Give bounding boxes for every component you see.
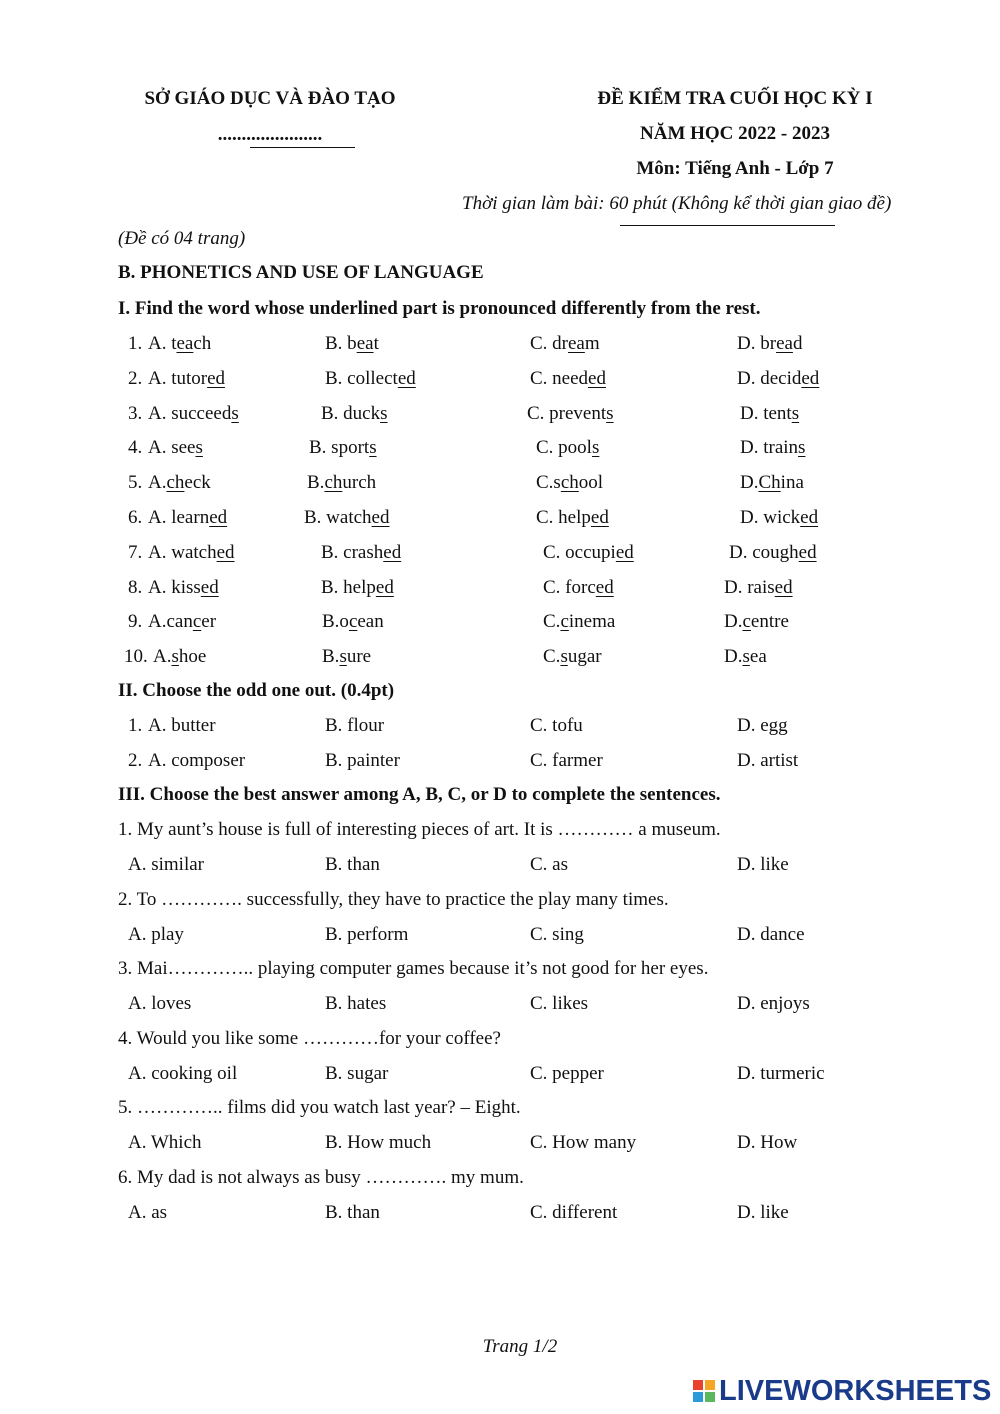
question-stem: 4. Would you like some …………for your coffee? [118,1027,501,1049]
question-number: 2. [128,750,143,771]
option-underlined-part: c [192,611,202,633]
answer-option[interactable] [536,437,599,459]
answer-option[interactable]: D. dance [737,923,805,945]
answer-option[interactable] [543,577,614,599]
answer-option[interactable] [536,472,603,494]
answer-option[interactable]: A. loves [128,993,192,1015]
answer-option[interactable] [740,507,818,529]
question-number: 6. [128,507,143,528]
option-text-prefix: C. [543,611,561,633]
answer-option[interactable]: B. than [325,854,380,875]
question-stem: 6. My dad is not always as busy …………. my mum. [118,1167,524,1188]
option-text-suffix: entre [750,611,789,633]
answer-option[interactable]: A. similar [128,854,204,875]
option-underlined-part: ed [590,507,609,528]
answer-option[interactable]: B. flour [325,715,385,736]
answer-option[interactable] [148,437,203,459]
answer-option[interactable] [321,542,401,564]
answer-option[interactable] [536,507,609,529]
option-underlined-part: ed [200,576,219,598]
option-text-prefix: A. [153,646,172,668]
option-underlined-part: ch [560,472,579,494]
option-underlined-part: s [380,402,388,424]
answer-option[interactable]: C. pepper [530,1062,604,1084]
answer-option[interactable]: C. likes [530,993,589,1015]
answer-option[interactable]: B. How much [325,1132,432,1154]
answer-option[interactable]: D. artist [737,750,799,771]
option-text-prefix: A. kiss [148,576,201,598]
option-underlined-part: ed [798,541,817,563]
logo-text: LIVEWORKSHEETS [719,1374,992,1407]
question-number: 1. [128,715,143,736]
question-stem: 5. ………….. films did you watch last year? – Eight. [118,1097,521,1119]
option-text-prefix: A. [148,472,167,494]
option-underlined-part: c [348,611,358,633]
school-department: SỞ GIÁO DỤC VÀ ĐÀO TẠO [144,88,396,109]
option-underlined-part: s [742,646,750,668]
option-text-prefix: D. wick [740,507,801,528]
option-underlined-part: ea [568,333,585,354]
option-underlined-part: ed [209,507,228,528]
option-underlined-part: ed [595,576,614,598]
answer-option[interactable]: A. Which [128,1132,202,1154]
question-number: 3. [128,402,143,424]
answer-option[interactable] [148,333,211,355]
option-text-suffix: eck [184,472,211,494]
answer-option[interactable]: B. painter [325,750,400,771]
answer-option[interactable]: B. perform [325,923,409,945]
answer-option[interactable]: D. egg [737,715,788,736]
answer-option[interactable] [322,611,384,633]
option-text-prefix: A. tutor [148,367,208,389]
option-text-prefix: C. help [536,507,591,528]
answer-option[interactable]: C. as [530,854,568,875]
question-number: 10. [124,646,148,668]
option-underlined-part: ea [356,333,374,354]
page-number: Trang 1/2 [482,1336,558,1357]
option-text-suffix: urch [342,472,377,494]
option-text-prefix: C. dr [530,333,568,354]
answer-option[interactable] [724,611,789,633]
time-underline [620,225,835,226]
option-text-prefix: B. crash [321,541,384,563]
part1-title: I. Find the word whose underlined part is pronounced differently from the rest. [118,298,761,319]
answer-option[interactable] [325,333,379,355]
option-text-prefix: B. help [321,576,376,598]
option-text-suffix: ina [780,472,804,494]
question-number: 4. [128,437,143,459]
option-underlined-part: s [791,402,800,424]
answer-option[interactable] [148,611,216,633]
option-underlined-part: ed [207,367,226,389]
answer-option[interactable] [729,542,817,564]
answer-option[interactable] [527,403,614,425]
option-text-prefix: B. watch [304,507,372,528]
answer-option[interactable] [325,368,416,390]
option-underlined-part: s [591,437,600,459]
answer-option[interactable]: A. cooking oil [128,1062,238,1084]
answer-option[interactable]: D. turmeric [737,1062,825,1084]
option-text-prefix: B. collect [325,367,398,389]
option-underlined-part: ed [216,541,235,563]
answer-option[interactable]: C. sing [530,923,584,945]
answer-option[interactable] [148,577,219,599]
answer-option[interactable] [321,403,388,425]
option-underlined-part: ch [324,472,343,494]
school-year: NĂM HỌC 2022 - 2023 [640,123,830,144]
option-text-prefix: D. [740,472,759,494]
answer-option[interactable]: B. hates [325,993,387,1015]
option-text-prefix: C. need [530,367,589,389]
option-text-prefix: C. forc [543,576,596,598]
option-text-prefix: D. [724,646,743,668]
option-text-prefix: D. tent [740,402,792,424]
answer-option[interactable] [148,368,225,390]
option-underlined-part: ed [371,507,390,528]
answer-option[interactable] [148,542,235,564]
answer-option[interactable] [740,437,805,459]
option-text-suffix: ugar [567,646,602,668]
option-text-prefix: C. prevent [527,402,607,424]
option-underlined-part: ed [615,541,634,563]
section-title: B. PHONETICS AND USE OF LANGUAGE [118,262,484,283]
option-text-prefix: D. br [737,333,777,354]
question-number: 8. [128,576,143,598]
answer-option[interactable] [543,542,634,564]
option-underlined-part: Ch [758,472,781,494]
answer-option[interactable] [153,646,206,668]
answer-option[interactable]: A. composer [148,750,246,771]
option-text-prefix: B. b [325,333,357,354]
answer-option[interactable] [530,368,606,390]
question-number: 2. [128,367,143,389]
option-underlined-part: ed [801,367,820,389]
option-text-prefix: B. duck [321,402,381,424]
answer-option[interactable] [543,646,602,668]
option-text-prefix: B.o [322,611,349,633]
answer-option[interactable] [724,577,793,599]
option-text-prefix: D. decid [737,367,802,389]
answer-option[interactable]: C. different [530,1202,618,1223]
option-text-prefix: C.s [536,472,561,494]
option-text-prefix: C. [543,646,561,668]
school-underline [250,147,355,148]
option-underlined-part: ea [176,333,194,354]
answer-option[interactable] [321,577,394,599]
option-text-prefix: D. cough [729,541,799,563]
option-text-suffix: hoe [178,646,207,668]
question-stem: 2. To …………. successfully, they have to practice the play many times. [118,888,669,910]
option-text-suffix: ure [346,646,372,668]
option-text-prefix: D. [724,611,743,633]
answer-option[interactable] [737,333,802,355]
answer-option[interactable]: C. tofu [530,715,583,736]
school-name-placeholder: ...................... [217,124,323,145]
exam-title: ĐỀ KIỂM TRA CUỐI HỌC KỲ I [597,88,873,109]
option-text-prefix: C. occupi [543,541,616,563]
answer-option[interactable] [724,646,767,668]
answer-option[interactable]: D. enjoys [737,993,810,1015]
option-underlined-part: s [369,437,377,459]
option-text-prefix: A. learn [148,507,210,528]
answer-option[interactable] [322,646,371,668]
question-stem: 1. My aunt’s house is full of interesting pieces of art. It is ………… a museum. [118,819,721,840]
option-underlined-part: ed [383,541,402,563]
question-number: 9. [128,611,143,633]
option-text-prefix: D. rais [724,576,775,598]
option-text-suffix: ool [578,472,604,494]
question-stem: 3. Mai………….. playing computer games because it’s not good for her eyes. [118,958,709,980]
logo-mark-icon [693,1380,715,1402]
option-text-prefix: B. [307,472,325,494]
time-note: Thời gian làm bài: 60 phút (Không kể thời gian giao đề) [462,193,892,214]
option-underlined-part: s [171,646,179,668]
option-text-prefix: C. pool [536,437,592,459]
option-text-suffix: ean [357,611,384,633]
option-text-prefix: A. t [148,333,177,354]
answer-option[interactable]: C. farmer [530,750,603,771]
option-underlined-part: ea [776,333,793,354]
answer-option[interactable]: A. butter [148,715,216,736]
part2-title: II. Choose the odd one out. (0.4pt) [118,680,395,701]
option-text-prefix: A. watch [148,541,217,563]
answer-option[interactable] [737,368,819,390]
subject-line: Môn: Tiếng Anh - Lớp 7 [636,158,834,179]
pages-note: (Đề có 04 trang) [118,228,246,249]
option-text-prefix: B. [322,646,340,668]
question-number: 1. [128,333,143,354]
answer-option[interactable] [530,333,600,355]
answer-option[interactable] [304,507,389,529]
option-text-suffix: ch [193,333,212,354]
option-underlined-part: ed [588,367,606,389]
option-text-suffix: inema [568,611,616,633]
option-text-suffix: t [373,333,379,354]
option-text-prefix: A.can [148,611,193,633]
answer-option[interactable]: D. like [737,1202,789,1223]
option-underlined-part: ed [774,576,793,598]
option-underlined-part: s [560,646,568,668]
answer-option[interactable]: A. as [128,1202,168,1223]
answer-option[interactable] [148,507,227,529]
option-text-prefix: D. train [740,437,799,459]
option-text-prefix: A. see [148,437,196,459]
option-underlined-part: ed [375,576,394,598]
answer-option[interactable]: D. like [737,854,789,875]
answer-option[interactable] [309,437,377,459]
answer-option[interactable]: B. sugar [325,1062,389,1084]
answer-option[interactable] [543,611,615,633]
option-underlined-part: s [195,437,203,459]
option-underlined-part: s [339,646,347,668]
option-text-suffix: m [584,333,600,354]
question-number: 7. [128,541,143,563]
option-text-suffix: er [201,611,217,633]
option-text-prefix: B. sport [309,437,370,459]
option-text-prefix: A. succeed [148,402,232,424]
option-underlined-part: ch [166,472,185,494]
option-underlined-part: ed [800,507,819,528]
answer-option[interactable] [740,403,799,425]
option-underlined-part: c [742,611,751,633]
answer-option[interactable] [740,472,804,494]
answer-option[interactable]: D. How [737,1132,798,1154]
question-number: 5. [128,472,143,494]
option-underlined-part: s [798,437,806,459]
option-underlined-part: ed [397,367,416,389]
option-text-suffix: d [792,333,803,354]
option-underlined-part: c [560,611,569,633]
part3-title: III. Choose the best answer among A, B, C, or D to complete the sentences. [118,784,721,805]
answer-option[interactable] [148,472,211,494]
answer-option[interactable] [307,472,376,494]
answer-option[interactable] [148,403,239,425]
answer-option[interactable]: B. than [325,1202,380,1223]
answer-option[interactable]: C. How many [530,1132,637,1154]
liveworksheets-logo [693,1376,991,1406]
option-text-suffix: ea [749,646,767,668]
option-underlined-part: s [231,402,239,424]
answer-option[interactable]: A. play [128,923,184,945]
option-underlined-part: s [606,402,614,424]
